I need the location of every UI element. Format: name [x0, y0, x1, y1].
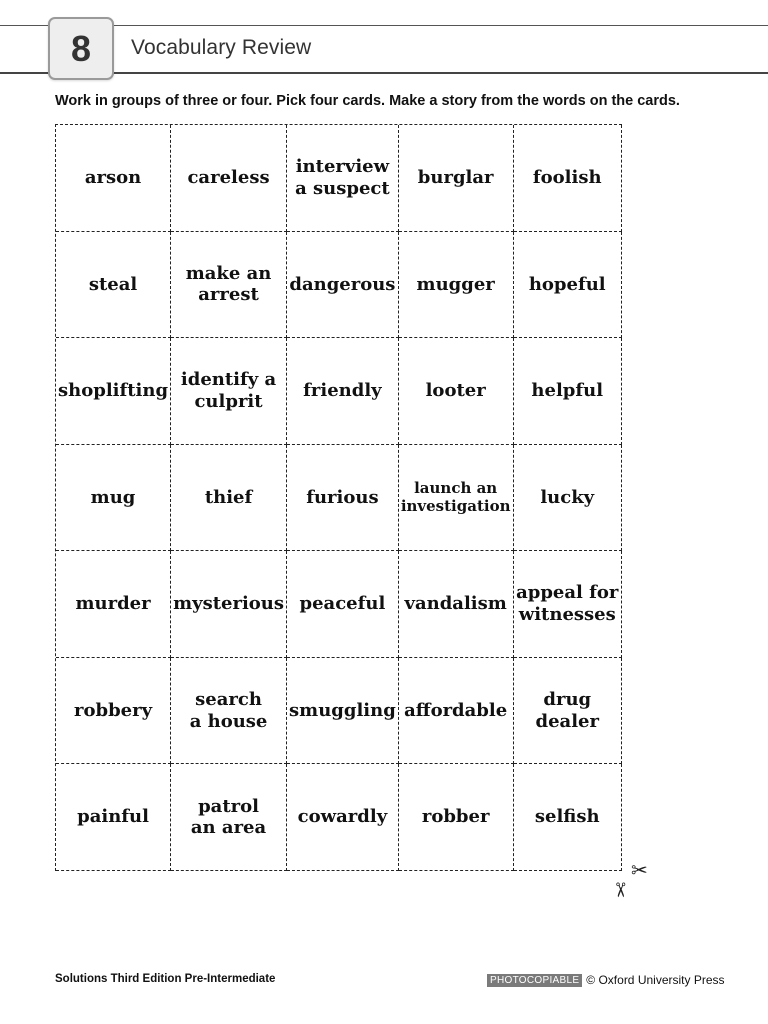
word-card: robber [399, 764, 514, 871]
word-card: launch an investigation [399, 445, 514, 552]
word-card: murder [56, 551, 171, 658]
word-card: vandalism [399, 551, 514, 658]
word-card: robbery [56, 658, 171, 765]
word-card: mug [56, 445, 171, 552]
word-card: mugger [399, 232, 514, 339]
word-card: foolish [514, 125, 623, 232]
unit-number-badge [48, 17, 114, 80]
word-card: steal [56, 232, 171, 339]
word-card: appeal for witnesses [514, 551, 623, 658]
word-card: furious [287, 445, 399, 552]
scissors-icon: ✂ [608, 881, 631, 899]
unit-number: 8 [70, 27, 92, 69]
scissors-icon: ✂ [631, 860, 648, 882]
word-card: interview a suspect [287, 125, 399, 232]
word-card: burglar [399, 125, 514, 232]
word-card: lucky [514, 445, 623, 552]
word-card: mysterious [171, 551, 287, 658]
word-card: patrol an area [171, 764, 287, 871]
header-bottom-rule [0, 72, 768, 74]
word-card: make an arrest [171, 232, 287, 339]
word-card: arson [56, 125, 171, 232]
word-card: dangerous [287, 232, 399, 339]
word-card: hopeful [514, 232, 623, 339]
word-card: helpful [514, 338, 623, 445]
word-card: shoplifting [56, 338, 171, 445]
word-card: friendly [287, 338, 399, 445]
vocabulary-card-grid [55, 124, 622, 871]
word-card: peaceful [287, 551, 399, 658]
word-card: identify a culprit [171, 338, 287, 445]
page-title: Vocabulary Review [131, 36, 312, 59]
word-card: affordable [399, 658, 514, 765]
copyright-text: © Oxford University Press [586, 973, 725, 987]
word-card: search a house [171, 658, 287, 765]
footer-book-title: Solutions Third Edition Pre-Intermediate [55, 973, 276, 985]
word-card: careless [171, 125, 287, 232]
photocopiable-label: PHOTOCOPIABLE [487, 974, 582, 987]
word-card: painful [56, 764, 171, 871]
word-card: looter [399, 338, 514, 445]
word-card: cowardly [287, 764, 399, 871]
word-card: drug dealer [514, 658, 623, 765]
word-card: smuggling [287, 658, 399, 765]
word-card: thief [171, 445, 287, 552]
word-card: selfish [514, 764, 623, 871]
header-top-rule [0, 25, 768, 26]
footer-copyright [487, 973, 725, 987]
instructions-text: Work in groups of three or four. Pick four cards. Make a story from the words on the cards. [55, 93, 680, 109]
